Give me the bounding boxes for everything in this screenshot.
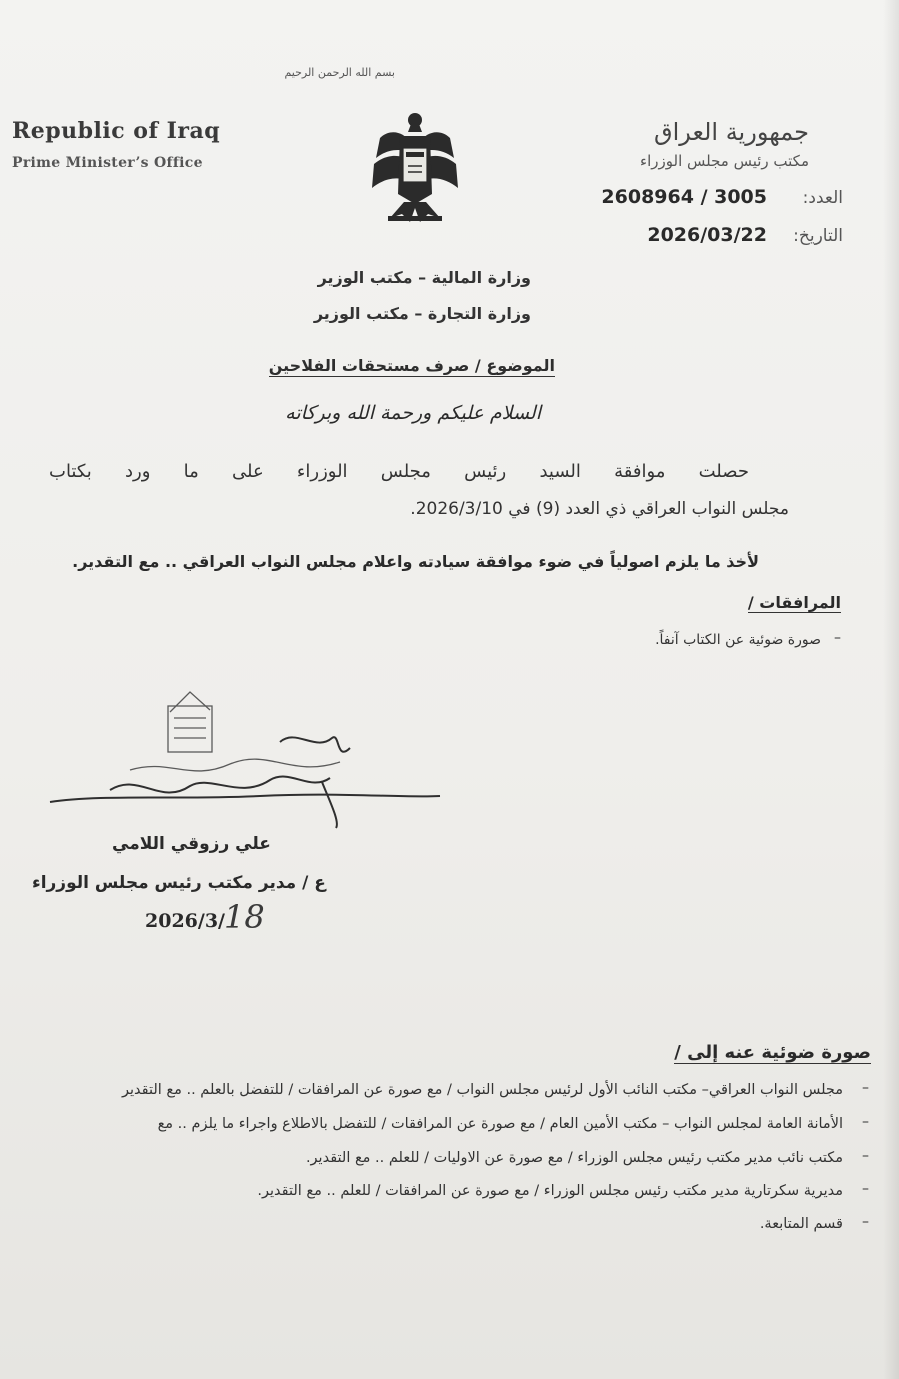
attachment-item: صورة ضوئية عن الكتاب آنفاً. (655, 632, 821, 648)
body-line-3: لأخذ ما يلزم اصولياً في ضوء موافقة سيادته واعلام مجلس النواب العراقي .. مع التقدير. (72, 552, 759, 571)
signatory-title: ع / مدير مكتب رئيس مجلس الوزراء (32, 873, 326, 893)
copy-bullet: – (862, 1214, 869, 1230)
copy-bullet: – (862, 1114, 869, 1130)
signature-date: 2026/3/ (145, 910, 225, 932)
basmala: بسم الله الرحمن الرحيم (284, 66, 395, 79)
page-edge-shadow (883, 0, 899, 1379)
reference-number: 2608964 / 3005 (601, 186, 767, 208)
recipient-trade: وزارة التجارة – مكتب الوزير (313, 304, 531, 323)
copy-bullet: – (862, 1148, 869, 1164)
attachments-label: المرافقات / (747, 593, 841, 612)
body-line-1: حصلت موافقة السيد رئيس مجلس الوزراء على ما ورد بكتاب (49, 461, 749, 482)
body-line-2: مجلس النواب العراقي ذي العدد (9) في 2026/3/10. (410, 499, 789, 519)
copy-bullet: – (862, 1181, 869, 1197)
copy-item-3: مكتب نائب مدير مكتب رئيس مجلس الوزراء / مع صورة عن الاوليات / للعلم .. مع التقدير. (305, 1150, 843, 1166)
reference-label: العدد: (802, 188, 843, 208)
eagle-emblem-icon (370, 108, 460, 226)
copy-bullet: – (862, 1080, 869, 1096)
recipient-finance: وزارة المالية – مكتب الوزير (317, 268, 531, 287)
copy-item-4: مديرية سكرتارية مدير مكتب رئيس مجلس الوزراء / مع صورة عن المرافقات / للعلم .. مع التقدير. (257, 1183, 843, 1199)
signature-day-handwritten: 18 (224, 898, 265, 936)
signature-stamp-icon (40, 682, 450, 832)
greeting: السلام عليكم ورحمة الله وبركاته (285, 402, 541, 424)
signatory-name: علي رزوقي اللامي (112, 834, 271, 854)
arabic-title: جمهورية العراق (653, 118, 809, 146)
english-subtitle: Prime Minister’s Office (12, 155, 203, 171)
copies-label: صورة ضوئية عنه إلى / (674, 1042, 871, 1063)
letter-date: 2026/03/22 (647, 224, 767, 246)
date-label: التاريخ: (793, 226, 843, 246)
subject-line: الموضوع / صرف مستحقات الفلاحين (268, 356, 555, 375)
english-title: Republic of Iraq (12, 118, 221, 144)
copy-item-1: مجلس النواب العراقي– مكتب النائب الأول لرئيس مجلس النواب / مع صورة عن المرافقات / للتفضل بالعلم .. مع التقدير (121, 1082, 843, 1098)
copy-item-2: الأمانة العامة لمجلس النواب – مكتب الأمين العام / مع صورة عن المرافقات / للتفضل بالاطلاع واجراء ما يلزم .. مع (157, 1116, 843, 1132)
arabic-subtitle: مكتب رئيس مجلس الوزراء (640, 152, 809, 170)
attachment-bullet: – (834, 630, 841, 646)
copy-item-5: قسم المتابعة. (759, 1216, 843, 1232)
